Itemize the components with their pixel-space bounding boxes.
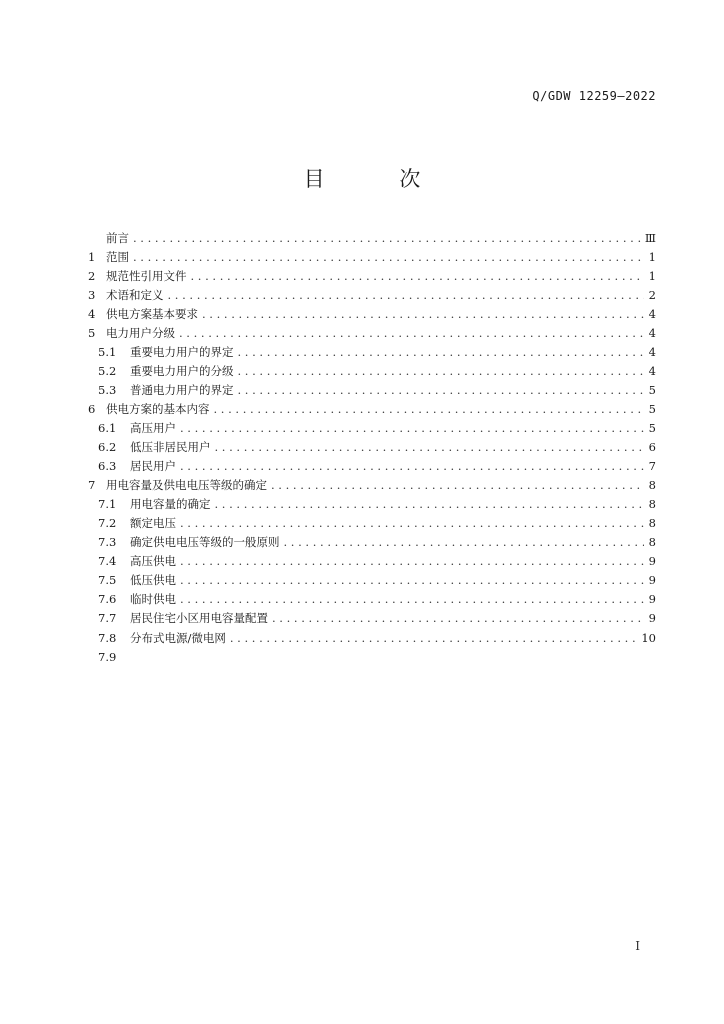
toc-entry-page: 9 xyxy=(648,554,656,569)
toc-dot-leader xyxy=(202,307,644,321)
toc-dot-leader xyxy=(238,383,645,397)
toc-entry-number: 6 xyxy=(88,401,96,416)
toc-entry-label: 供电方案的基本内容 xyxy=(106,401,210,416)
toc-dot-leader xyxy=(284,535,645,549)
toc-entry-page: 9 xyxy=(648,611,656,626)
toc-entry-label: 规范性引用文件 xyxy=(106,268,187,283)
toc-entry-label: 范围 xyxy=(106,249,129,264)
toc-entry[interactable] xyxy=(88,304,656,323)
toc-entry-label: 重要电力用户的分级 xyxy=(130,363,234,378)
toc-entry[interactable] xyxy=(88,266,656,285)
toc-dot-leader xyxy=(133,231,641,245)
toc-dot-leader xyxy=(180,573,644,587)
toc-dot-leader xyxy=(272,611,644,625)
toc-entry-number: 7.5 xyxy=(98,573,117,588)
toc-dot-leader xyxy=(180,459,644,473)
toc-entry-number: 6.1 xyxy=(98,420,117,435)
toc-entry-label: 临时供电 xyxy=(130,592,176,607)
toc-entry-page: 5 xyxy=(648,382,656,397)
toc-dot-leader xyxy=(238,345,645,359)
toc-entry[interactable] xyxy=(88,590,656,609)
toc-entry-label: 电力用户分级 xyxy=(106,325,175,340)
toc-entry-number: 7.7 xyxy=(98,611,117,626)
toc-entry-number: 7 xyxy=(88,478,96,493)
toc-entry-number: 7.6 xyxy=(98,592,117,607)
toc-entry[interactable] xyxy=(88,457,656,476)
toc-entry-page: 4 xyxy=(648,325,656,340)
toc-entry-page: Ⅲ xyxy=(644,230,656,245)
toc-entry-number: 3 xyxy=(88,287,96,302)
toc-entry[interactable] xyxy=(88,533,656,552)
toc-dot-leader xyxy=(180,592,644,606)
toc-entry[interactable] xyxy=(88,380,656,399)
toc-entry-label: 供电方案基本要求 xyxy=(106,306,198,321)
toc-entry[interactable] xyxy=(88,323,656,342)
toc-entry-label: 高压供电 xyxy=(130,554,176,569)
toc-entry-number: 7.2 xyxy=(98,516,117,531)
toc-entry[interactable] xyxy=(88,628,656,647)
toc-entry-label: 分布式电源/微电网 xyxy=(130,630,226,645)
toc-dot-leader xyxy=(215,440,645,454)
toc-entry[interactable] xyxy=(88,514,656,533)
toc-entry-page: 8 xyxy=(648,497,656,512)
toc-entry[interactable] xyxy=(88,418,656,437)
toc-entry[interactable] xyxy=(88,361,656,380)
toc-entry[interactable] xyxy=(88,476,656,495)
toc-entry-label: 术语和定义 xyxy=(106,287,164,302)
toc-entry-page: 1 xyxy=(648,249,656,264)
toc-dot-leader xyxy=(191,269,645,283)
toc-dot-leader xyxy=(230,631,637,645)
toc-entry-page: 4 xyxy=(648,306,656,321)
toc-dot-leader xyxy=(271,478,644,492)
toc-entry[interactable] xyxy=(88,571,656,590)
toc-dot-leader xyxy=(180,554,644,568)
toc-title: 目 次 xyxy=(303,167,455,191)
toc-dot-leader xyxy=(133,250,644,264)
toc-entry-label: 确定供电电压等级的一般原则 xyxy=(130,535,280,550)
toc-dot-leader xyxy=(179,326,644,340)
toc-entry-number: 6.3 xyxy=(98,459,117,474)
toc-entry[interactable] xyxy=(88,342,656,361)
toc-entry-number: 1 xyxy=(88,249,96,264)
toc-dot-leader xyxy=(215,497,645,511)
toc-entry-page: 2 xyxy=(648,287,656,302)
toc-entry-label: 高压用户 xyxy=(130,420,176,435)
toc-entry-page: 8 xyxy=(648,535,656,550)
toc-entry-page: 6 xyxy=(648,440,656,455)
toc-entry-number: 5.2 xyxy=(98,363,117,378)
toc-entry-number: 7.1 xyxy=(98,497,117,512)
toc-entry[interactable] xyxy=(88,247,656,266)
toc-entry-label: 重要电力用户的界定 xyxy=(130,344,234,359)
toc-entry-number: 7.3 xyxy=(98,535,117,550)
toc-entry-label: 普通电力用户的界定 xyxy=(130,382,234,397)
toc-dot-leader xyxy=(214,402,645,416)
toc-entry-page: 8 xyxy=(648,516,656,531)
toc-entry-page: 5 xyxy=(648,420,656,435)
toc-entry-label: 居民住宅小区用电容量配置 xyxy=(130,611,268,626)
toc-dot-leader xyxy=(238,364,645,378)
toc-entry[interactable] xyxy=(88,609,656,628)
toc-entry-number: 7.9 xyxy=(98,649,117,664)
toc-dot-leader xyxy=(180,516,644,530)
toc-entry[interactable] xyxy=(88,438,656,457)
toc-entry-label: 低压非居民用户 xyxy=(130,440,211,455)
toc-entry[interactable] xyxy=(88,399,656,418)
toc-entry-page: 4 xyxy=(648,344,656,359)
toc-entry[interactable] xyxy=(88,552,656,571)
toc-entry[interactable] xyxy=(88,228,656,247)
toc-entry-label: 低压供电 xyxy=(130,573,176,588)
toc-entry-number: 5.1 xyxy=(98,344,117,359)
toc-entry-label: 居民用户 xyxy=(130,459,176,474)
toc-entry-page: 9 xyxy=(648,573,656,588)
toc-entry-page: 8 xyxy=(648,478,656,493)
toc-entry-number: 2 xyxy=(88,268,96,283)
toc-entry-label: 用电容量及供电电压等级的确定 xyxy=(106,478,267,493)
toc-entry-page: 9 xyxy=(648,592,656,607)
table-of-contents xyxy=(88,228,656,666)
toc-dot-leader xyxy=(180,421,644,435)
toc-entry-page: 5 xyxy=(648,401,656,416)
toc-entry-label: 用电容量的确定 xyxy=(130,497,211,512)
toc-entry-page: 4 xyxy=(648,363,656,378)
toc-entry-number: 6.2 xyxy=(98,440,117,455)
toc-entry-number: 4 xyxy=(88,306,96,321)
page-number: I xyxy=(635,939,640,953)
toc-entry-label: 前言 xyxy=(106,230,129,245)
toc-entry-page: 10 xyxy=(641,630,656,645)
toc-entry[interactable] xyxy=(88,647,656,666)
toc-entry-page: 7 xyxy=(648,459,656,474)
standard-code: Q/GDW 12259—2022 xyxy=(532,89,656,103)
toc-dot-leader xyxy=(168,288,645,302)
toc-entry-number: 7.4 xyxy=(98,554,117,569)
toc-entry-number: 5.3 xyxy=(98,382,117,397)
toc-entry-number: 5 xyxy=(88,325,96,340)
toc-entry-number: 7.8 xyxy=(98,630,117,645)
toc-entry[interactable] xyxy=(88,495,656,514)
toc-entry-page: 1 xyxy=(648,268,656,283)
toc-entry-label: 额定电压 xyxy=(130,516,176,531)
toc-entry[interactable] xyxy=(88,285,656,304)
